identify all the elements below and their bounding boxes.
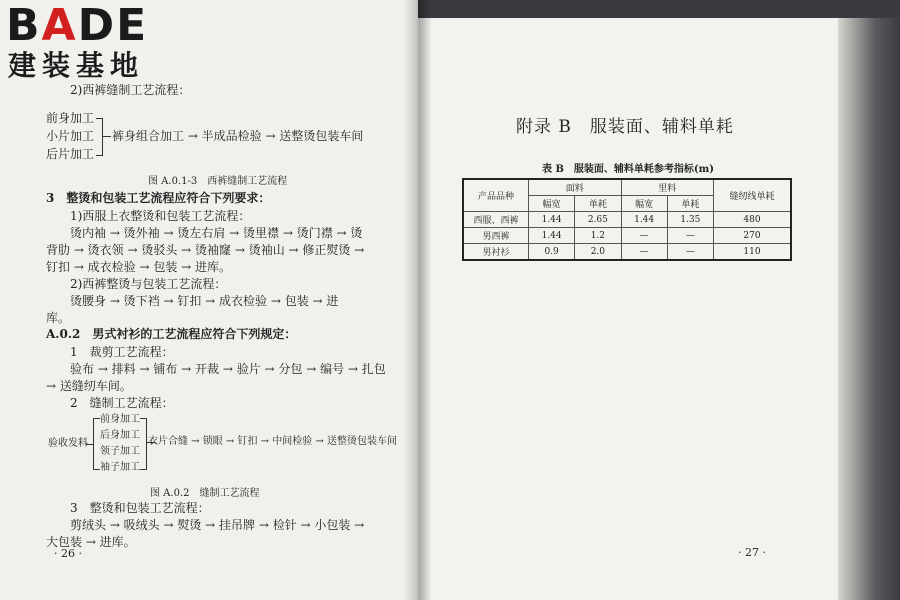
cell-face-use: 1.2 (575, 228, 621, 244)
header-face: 面料 (529, 179, 622, 196)
figure-caption-a02: 图 A.0.2 缝制工艺流程 (150, 488, 260, 499)
page-edge (838, 18, 900, 600)
section-3-title: 3 整烫和包装工艺流程应符合下列要求： (46, 191, 271, 205)
table-row (463, 212, 791, 228)
header-lining: 里料 (621, 179, 714, 196)
header-face-width: 幅宽 (529, 196, 575, 212)
packing-line-1: 剪绒头 → 吸绒头 → 熨烫 → 挂吊牌 → 检针 → 小包装 → (70, 518, 365, 532)
sewing-left-brace (93, 418, 100, 470)
cell-thread: 480 (714, 212, 792, 228)
suit-ironing-title: 1)西服上衣整烫和包装工艺流程： (70, 209, 251, 223)
logo-subtitle: 建装基地 (8, 49, 145, 82)
sewing-part-sleeve: 袖子加工 (100, 462, 140, 473)
right-page (418, 18, 842, 600)
logo-letters-de: DE (77, 0, 149, 51)
packing-title: 3 整烫和包装工艺流程： (70, 501, 210, 515)
cell-face-use: 2.0 (575, 244, 621, 261)
brand-logo (6, 2, 148, 82)
logo-letter-b: B (6, 0, 42, 51)
table-row (463, 228, 791, 244)
sewing-part-front: 前身加工 (100, 414, 140, 425)
header-face-use: 单耗 (575, 196, 621, 212)
book-gutter (404, 0, 432, 600)
trouser-section-title: 2)西裤缝制工艺流程： (70, 83, 191, 97)
sewing-input: 验收发料 (48, 438, 88, 449)
logo-letter-a: A (41, 0, 78, 51)
figure-caption-a013: 图 A.0.1-3 西裤缝制工艺流程 (148, 176, 288, 187)
cell-face-width: 0.9 (529, 244, 575, 261)
cell-face-width: 1.44 (529, 212, 575, 228)
trouser-brace (96, 118, 103, 156)
sewing-part-collar: 领子加工 (100, 446, 140, 457)
trouser-ironing-line-1: 烫腰身 → 烫下裆 → 钉扣 → 成衣检验 → 包装 → 进 (70, 294, 339, 308)
section-a02-title: A.0.2 男式衬衫的工艺流程应符合下列规定： (46, 327, 297, 341)
cell-face-width: 1.44 (529, 228, 575, 244)
trouser-ironing-title: 2)西裤整烫与包装工艺流程： (70, 277, 227, 291)
sewing-flow: 衣片合缝 → 锁眼 → 钉扣 → 中间检验 → 送整烫包装车间 (148, 436, 397, 447)
table-row (463, 244, 791, 261)
cutting-line-2: → 送缝纫车间。 (46, 379, 132, 393)
cell-thread: 270 (714, 228, 792, 244)
header-lining-width: 幅宽 (621, 196, 667, 212)
trouser-flow: 裤身组合加工 → 半成品检验 → 送整烫包装车间 (112, 129, 364, 143)
header-product: 产品品种 (463, 179, 529, 212)
trouser-brace-tick (103, 136, 111, 137)
trouser-ironing-line-2: 库。 (46, 311, 71, 325)
page-number-right: · 27 · (738, 546, 766, 559)
sewing-part-back: 后身加工 (100, 430, 140, 441)
sewing-title: 2 缝制工艺流程： (70, 396, 174, 410)
cell-thread: 110 (714, 244, 792, 261)
trouser-input-front: 前身加工 (46, 111, 95, 125)
cell-product: 男衬衫 (463, 244, 529, 261)
cell-lining-width: — (621, 228, 667, 244)
cutting-line-1: 验布 → 排料 → 铺布 → 开裁 → 验片 → 分包 → 编号 → 扎包 (70, 362, 386, 376)
header-lining-use: 单耗 (667, 196, 713, 212)
logo-wordmark (6, 2, 148, 50)
cell-face-use: 2.65 (575, 212, 621, 228)
cutting-title: 1 裁剪工艺流程： (70, 345, 174, 359)
cell-product: 男西裤 (463, 228, 529, 244)
header-thread: 缝纫线单耗 (714, 179, 792, 212)
sewing-right-brace (140, 418, 147, 470)
consumption-table (462, 178, 792, 261)
page-number-left: · 26 · (54, 547, 82, 560)
table-header-row (463, 179, 791, 196)
suit-ironing-line-1: 烫内袖 → 烫外袖 → 烫左右肩 → 烫里襟 → 烫门襟 → 烫 (70, 226, 363, 240)
cell-lining-width: 1.44 (621, 212, 667, 228)
suit-ironing-line-3: 钉扣 → 成衣检验 → 包装 → 进库。 (46, 260, 232, 274)
trouser-input-back: 后片加工 (46, 147, 95, 161)
appendix-title: 附录 B 服装面、辅料单耗 (516, 117, 734, 137)
cell-lining-use: — (667, 244, 713, 261)
trouser-input-small: 小片加工 (46, 129, 95, 143)
suit-ironing-line-2: 背肋 → 烫衣领 → 烫驳头 → 烫袖窿 → 烫袖山 → 修正熨烫 → (46, 243, 365, 257)
packing-line-2: 大包装 → 进库。 (46, 535, 136, 549)
cell-lining-width: — (621, 244, 667, 261)
table-title: 表 B 服装面、辅料单耗参考指标(m) (542, 164, 714, 175)
cell-product: 西服、西裤 (463, 212, 529, 228)
cell-lining-use: 1.35 (667, 212, 713, 228)
cell-lining-use: — (667, 228, 713, 244)
